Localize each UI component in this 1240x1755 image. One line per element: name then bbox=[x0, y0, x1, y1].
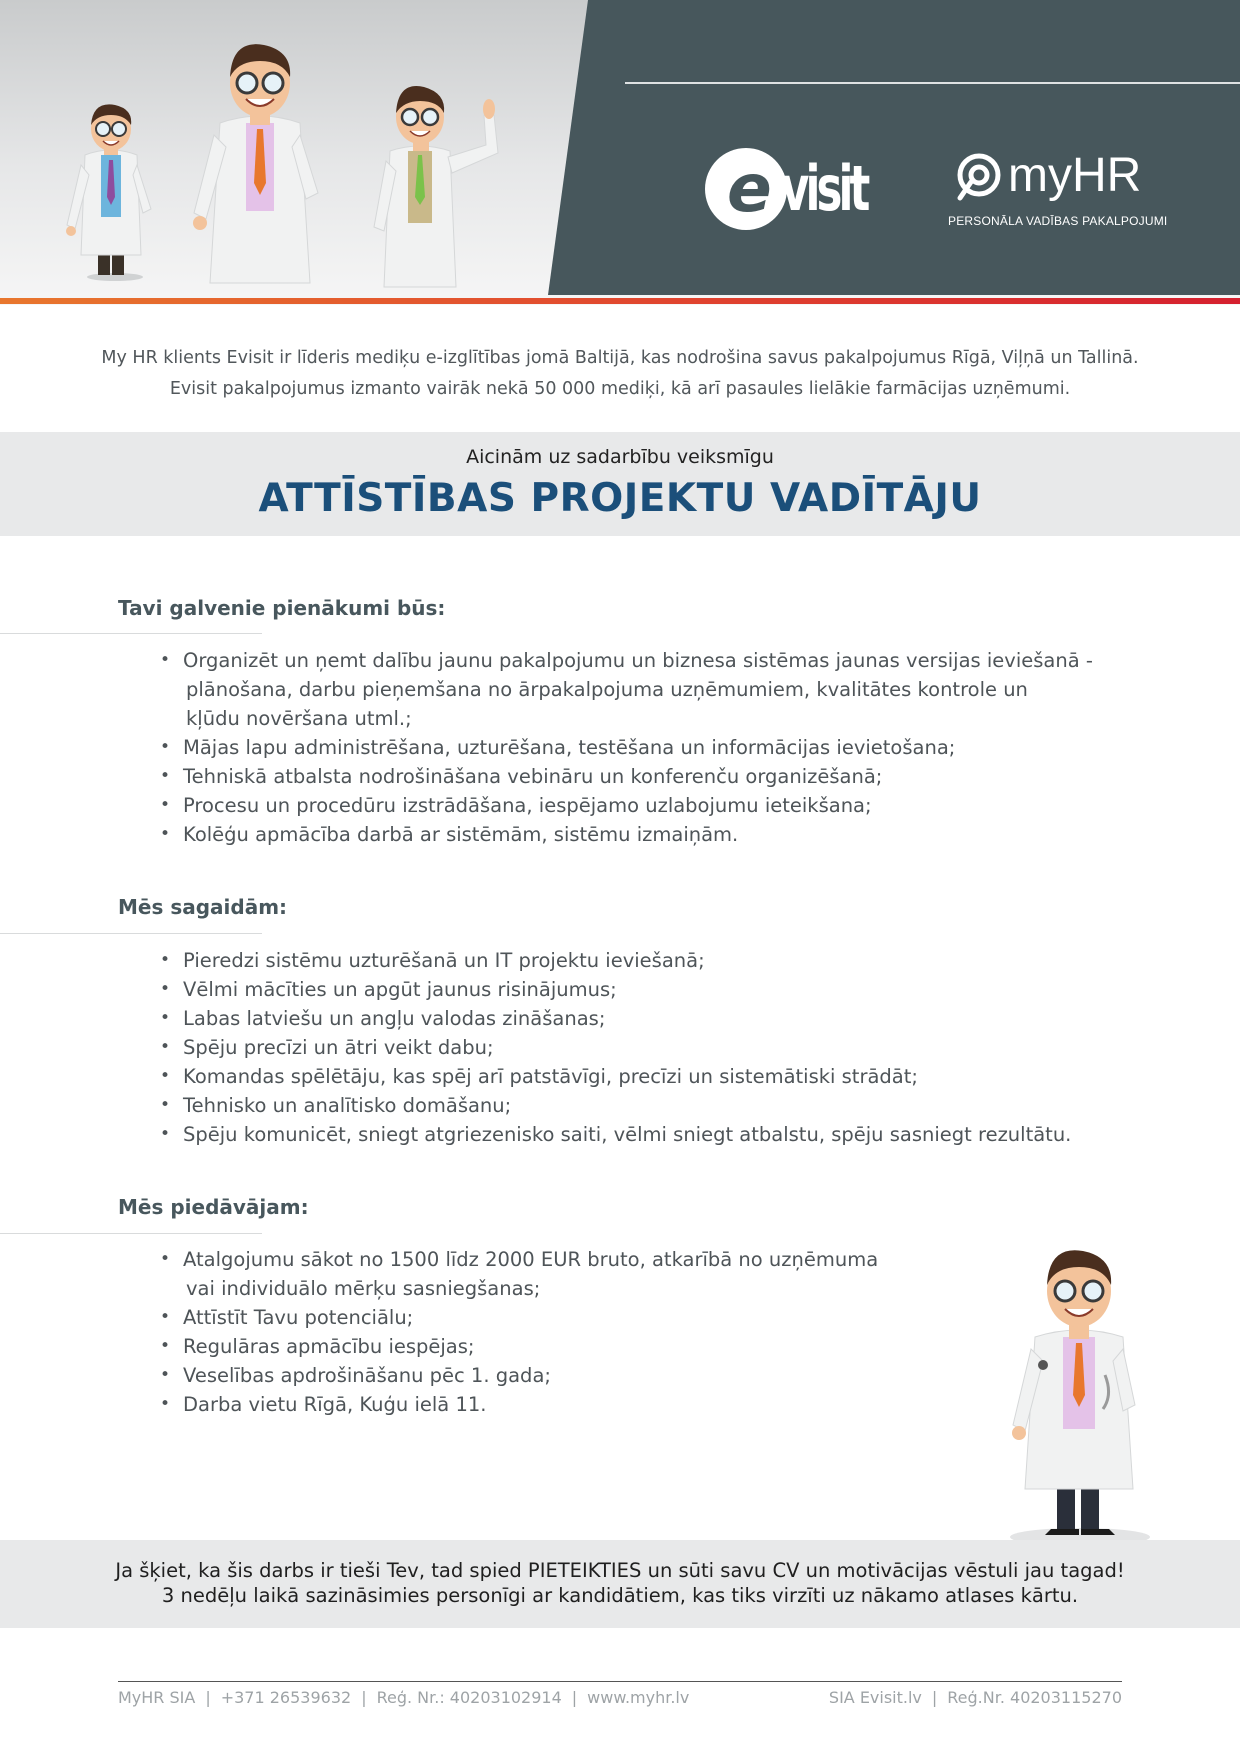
myhr-logo bbox=[948, 148, 1168, 234]
duties-heading: Tavi galvenie pienākumi būs: bbox=[118, 596, 446, 620]
list-item: • Komandas spēlētāju, kas spēj arī patstāvīgi, precīzi un sistemātiski strādāt; bbox=[160, 1062, 1071, 1091]
call-to-action-band bbox=[0, 1540, 1240, 1628]
myhr-logo-name: myHR bbox=[1008, 149, 1142, 202]
intro-line-1: My HR klients Evisit ir līderis mediķu e-izglītības jomā Baltijā, kas nodrošina savus pakalpojumus Rīgā, Viļņā un Tallinā. bbox=[101, 348, 1139, 368]
requirements-heading-line bbox=[0, 933, 262, 934]
duties-list bbox=[160, 646, 1093, 849]
intro-text bbox=[60, 343, 1180, 405]
footer-divider-line bbox=[118, 1681, 1122, 1682]
footer-separator: | bbox=[361, 1688, 367, 1707]
evisit-logo bbox=[705, 148, 895, 230]
list-item-continuation: vai individuālo mērķu sasniegšanas; bbox=[186, 1277, 541, 1300]
job-title: ATTĪSTĪBAS PROJEKTU VADĪTĀJU bbox=[258, 476, 982, 521]
list-item bbox=[160, 1245, 878, 1303]
call-to-action-line-2: 3 nedēļu laikā sazināsimies personīgi ar kandidātiem, kas tiks virzīti uz nākamo atlases kārtu. bbox=[161, 1584, 1079, 1607]
list-item: • Spēju precīzi un ātri veikt dabu; bbox=[160, 1033, 1071, 1062]
list-item-continuation: kļūdu novēršana utml.; bbox=[186, 707, 412, 730]
list-item: • Attīstīt Tavu potenciālu; bbox=[160, 1303, 878, 1332]
list-item-continuation: plānošana, darbu pieņemšana no ārpakalpojuma uzņēmumiem, kvalitātes kontrole un bbox=[186, 678, 1028, 701]
list-item-text: Atalgojumu sākot no 1500 līdz 2000 EUR bruto, atkarībā no uzņēmuma bbox=[183, 1248, 879, 1271]
list-item: • Pieredzi sistēmu uzturēšanā un IT projektu ieviešanā; bbox=[160, 946, 1071, 975]
footer-separator: | bbox=[205, 1688, 211, 1707]
evisit-logo-letter: e bbox=[727, 150, 772, 227]
footer-separator: | bbox=[931, 1688, 938, 1707]
list-item: • Tehniskā atbalsta nodrošināšana vebināru un konferenču organizēšanā; bbox=[160, 762, 1093, 791]
footer-phone: +371 26539632 bbox=[220, 1688, 352, 1707]
list-item-text: Organizēt un ņemt dalību jaunu pakalpojumu un biznesa sistēmas jaunas versijas ieviešanā - bbox=[183, 649, 1093, 672]
header-banner bbox=[0, 0, 1240, 305]
doctor-small-left bbox=[66, 104, 151, 281]
evisit-logo-text: visit bbox=[781, 152, 867, 225]
intro-line-2: Evisit pakalpojumus izmanto vairāk nekā 50 000 mediķi, kā arī pasaules lielākie farmācijas uzņēmumi. bbox=[169, 379, 1071, 399]
footer-client-reg-number: Reģ.Nr. 40203115270 bbox=[947, 1688, 1122, 1707]
footer-separator: | bbox=[571, 1688, 578, 1707]
offer-heading: Mēs piedāvājam: bbox=[118, 1195, 309, 1219]
header-accent-rule bbox=[0, 298, 1240, 304]
invite-text: Aicinām uz sadarbību veiksmīgu bbox=[466, 446, 774, 468]
footer-website-link[interactable]: www.myhr.lv bbox=[587, 1688, 690, 1707]
doctor-waving-right bbox=[374, 86, 498, 287]
header-divider-line bbox=[625, 82, 1240, 84]
doctor-large-center bbox=[193, 44, 318, 283]
requirements-list bbox=[160, 946, 1071, 1149]
list-item: • Spēju komunicēt, sniegt atgriezenisko saiti, vēlmi sniegt atbalstu, spēju sasniegt rezultātu. bbox=[160, 1120, 1071, 1149]
list-item: • Tehnisko un analītisko domāšanu; bbox=[160, 1091, 1071, 1120]
list-item: • Labas latviešu un angļu valodas zināšanas; bbox=[160, 1004, 1071, 1033]
myhr-logo-icon bbox=[954, 152, 1004, 202]
footer-right bbox=[829, 1688, 1122, 1707]
list-item bbox=[160, 646, 1093, 733]
call-to-action-line-1: Ja šķiet, ka šis darbs ir tieši Tev, tad spied PIETEIKTIES un sūti savu CV un motivācijas vēstuli jau tagad! bbox=[115, 1559, 1125, 1582]
title-band bbox=[0, 432, 1240, 536]
footer-reg-number: Reģ. Nr.: 40203102914 bbox=[376, 1688, 562, 1707]
offer-list bbox=[160, 1245, 878, 1419]
list-item: • Kolēģu apmācība darbā ar sistēmām, sistēmu izmaiņām. bbox=[160, 820, 1093, 849]
doctor-illustration-right bbox=[995, 1225, 1165, 1550]
myhr-tagline: PERSONĀLA VADĪBAS PAKALPOJUMI bbox=[948, 214, 1168, 228]
list-item: • Regulāras apmācību iespējas; bbox=[160, 1332, 878, 1361]
duties-heading-line bbox=[0, 633, 262, 634]
list-item: • Darba vietu Rīgā, Kuģu ielā 11. bbox=[160, 1390, 878, 1419]
offer-heading-line bbox=[0, 1233, 262, 1234]
list-item: • Vēlmi mācīties un apgūt jaunus risinājumus; bbox=[160, 975, 1071, 1004]
footer-left bbox=[118, 1688, 689, 1707]
footer-company: MyHR SIA bbox=[118, 1688, 196, 1707]
list-item: • Veselības apdrošināšanu pēc 1. gada; bbox=[160, 1361, 878, 1390]
list-item: • Procesu un procedūru izstrādāšana, iespējamo uzlabojumu ieteikšana; bbox=[160, 791, 1093, 820]
requirements-heading: Mēs sagaidām: bbox=[118, 895, 288, 919]
list-item: • Mājas lapu administrēšana, uzturēšana, testēšana un informācijas ievietošana; bbox=[160, 733, 1093, 762]
footer-client: SIA Evisit.lv bbox=[828, 1688, 922, 1707]
doctors-illustration bbox=[40, 25, 560, 297]
